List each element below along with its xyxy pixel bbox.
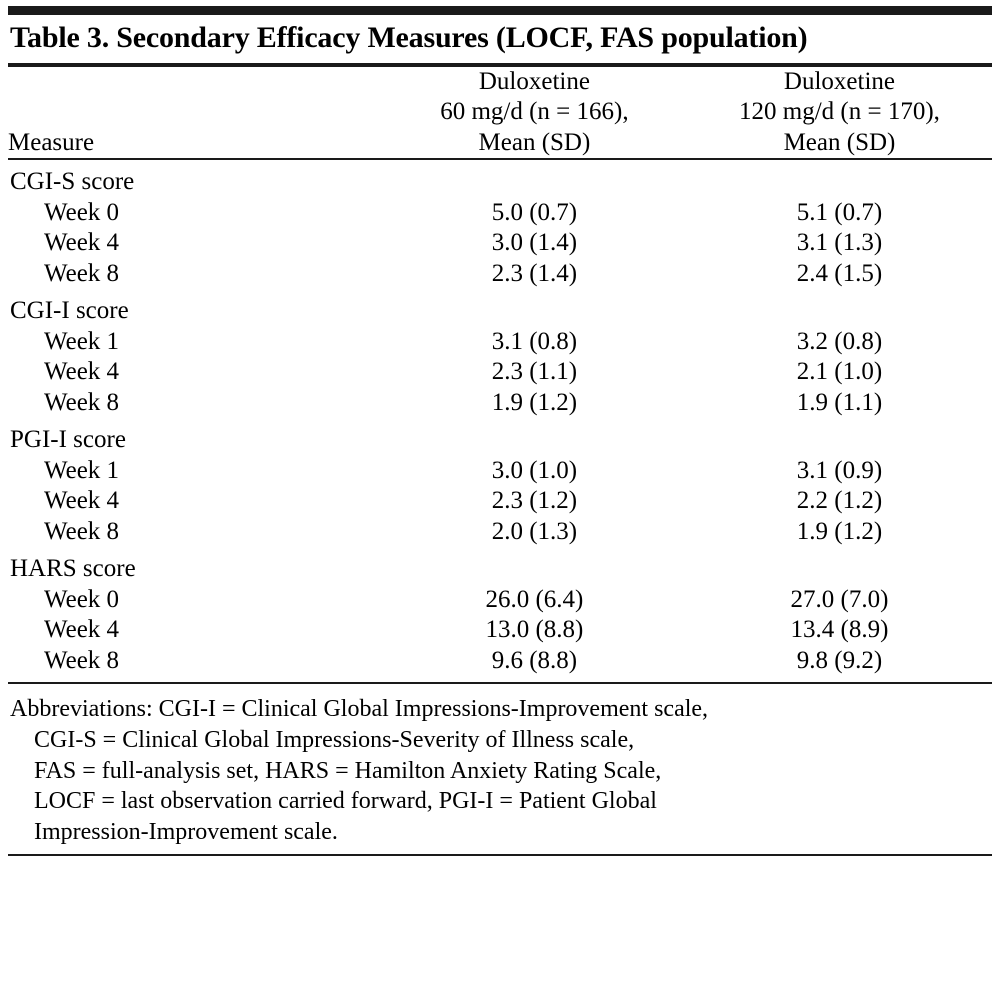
column-header-60-line3: Mean (SD) <box>478 128 591 156</box>
table-row <box>8 547 992 585</box>
row-label: Week 1 <box>44 456 120 484</box>
bottom-border-rule <box>8 854 992 856</box>
footnote-line-2: CGI-S = Clinical Global Impressions-Severity of Illness scale, <box>34 726 635 753</box>
row-value-60: 2.3 (1.1) <box>491 358 578 386</box>
table-body <box>8 160 992 682</box>
group-label: CGI-I score <box>10 297 129 325</box>
table-page <box>0 6 1000 996</box>
footnote-line-1: Abbreviations: CGI-I = Clinical Global Impressions-Improvement scale, <box>10 696 709 723</box>
table-footnote <box>8 684 992 854</box>
table-row <box>8 615 992 646</box>
group-value-120 <box>687 289 992 327</box>
row-label: Week 0 <box>44 198 120 226</box>
row-value-120: 2.1 (1.0) <box>796 358 883 386</box>
footnote-line-5: Impression-Improvement scale. <box>34 818 338 845</box>
column-header-120-line3: Mean (SD) <box>783 128 896 156</box>
footnote-line-4: LOCF = last observation carried forward, PGI-I = Patient Global <box>34 788 657 815</box>
column-header-60-line2: 60 mg/d (n = 166), <box>440 98 629 126</box>
row-label: Week 0 <box>44 585 120 613</box>
table-row <box>8 585 992 616</box>
column-header-120-line1: Duloxetine <box>783 67 896 95</box>
group-value-60 <box>382 160 687 198</box>
table-row <box>8 327 992 358</box>
footnote-line-3: FAS = full-analysis set, HARS = Hamilton Anxiety Rating Scale, <box>34 757 662 784</box>
row-value-120: 3.1 (1.3) <box>796 229 883 257</box>
column-header-duloxetine-120 <box>687 67 992 159</box>
row-label: Week 8 <box>44 259 120 287</box>
table-row <box>8 486 992 517</box>
column-header-measure <box>8 67 382 159</box>
row-value-60: 2.3 (1.4) <box>491 259 578 287</box>
group-value-120 <box>687 160 992 198</box>
table-row <box>8 388 992 419</box>
table-row <box>8 517 992 548</box>
table-row <box>8 418 992 456</box>
row-value-60: 3.1 (0.8) <box>491 327 578 355</box>
row-label: Week 8 <box>44 388 120 416</box>
row-value-120: 27.0 (7.0) <box>790 585 889 613</box>
group-value-60 <box>382 289 687 327</box>
group-value-60 <box>382 547 687 585</box>
row-value-120: 3.2 (0.8) <box>796 327 883 355</box>
row-label: Week 8 <box>44 517 120 545</box>
table-row <box>8 160 992 198</box>
table-row <box>8 228 992 259</box>
row-value-60: 3.0 (1.0) <box>491 456 578 484</box>
table-title: Table 3. Secondary Efficacy Measures (LOCF, FAS population) <box>10 21 808 54</box>
top-border-rule <box>8 6 992 15</box>
row-label: Week 4 <box>44 358 120 386</box>
row-value-60: 2.3 (1.2) <box>491 487 578 515</box>
group-label: HARS score <box>10 555 136 583</box>
group-value-120 <box>687 547 992 585</box>
row-value-120: 13.4 (8.9) <box>790 616 889 644</box>
row-value-60: 26.0 (6.4) <box>485 585 584 613</box>
table-row <box>8 357 992 388</box>
row-value-60: 2.0 (1.3) <box>491 517 578 545</box>
row-value-120: 1.9 (1.1) <box>796 388 883 416</box>
row-value-60: 5.0 (0.7) <box>491 198 578 226</box>
row-value-60: 1.9 (1.2) <box>491 388 578 416</box>
row-value-120: 5.1 (0.7) <box>796 198 883 226</box>
secondary-efficacy-table-body <box>8 160 992 682</box>
table-row <box>8 289 992 327</box>
group-value-60 <box>382 418 687 456</box>
header-row <box>8 67 992 159</box>
group-label: PGI-I score <box>10 426 126 454</box>
table-row <box>8 198 992 229</box>
column-header-measure-label: Measure <box>8 128 95 156</box>
row-value-120: 9.8 (9.2) <box>796 646 883 674</box>
row-label: Week 4 <box>44 616 120 644</box>
row-value-120: 1.9 (1.2) <box>796 517 883 545</box>
group-value-120 <box>687 418 992 456</box>
secondary-efficacy-table <box>8 67 992 159</box>
table-row <box>8 646 992 677</box>
row-value-120: 3.1 (0.9) <box>796 456 883 484</box>
table-header <box>8 67 992 159</box>
row-label: Week 1 <box>44 327 120 355</box>
column-header-60-line1: Duloxetine <box>478 67 590 95</box>
table-row <box>8 456 992 487</box>
row-label: Week 4 <box>44 487 120 515</box>
column-header-duloxetine-60 <box>382 67 687 159</box>
row-label: Week 8 <box>44 646 120 674</box>
row-value-60: 9.6 (8.8) <box>491 646 578 674</box>
row-value-120: 2.2 (1.2) <box>796 487 883 515</box>
group-label: CGI-S score <box>10 168 135 196</box>
column-header-120-line2: 120 mg/d (n = 170), <box>739 98 940 126</box>
row-value-60: 13.0 (8.8) <box>485 616 584 644</box>
row-value-120: 2.4 (1.5) <box>796 259 883 287</box>
row-value-60: 3.0 (1.4) <box>491 229 578 257</box>
table-row <box>8 259 992 290</box>
row-label: Week 4 <box>44 229 120 257</box>
